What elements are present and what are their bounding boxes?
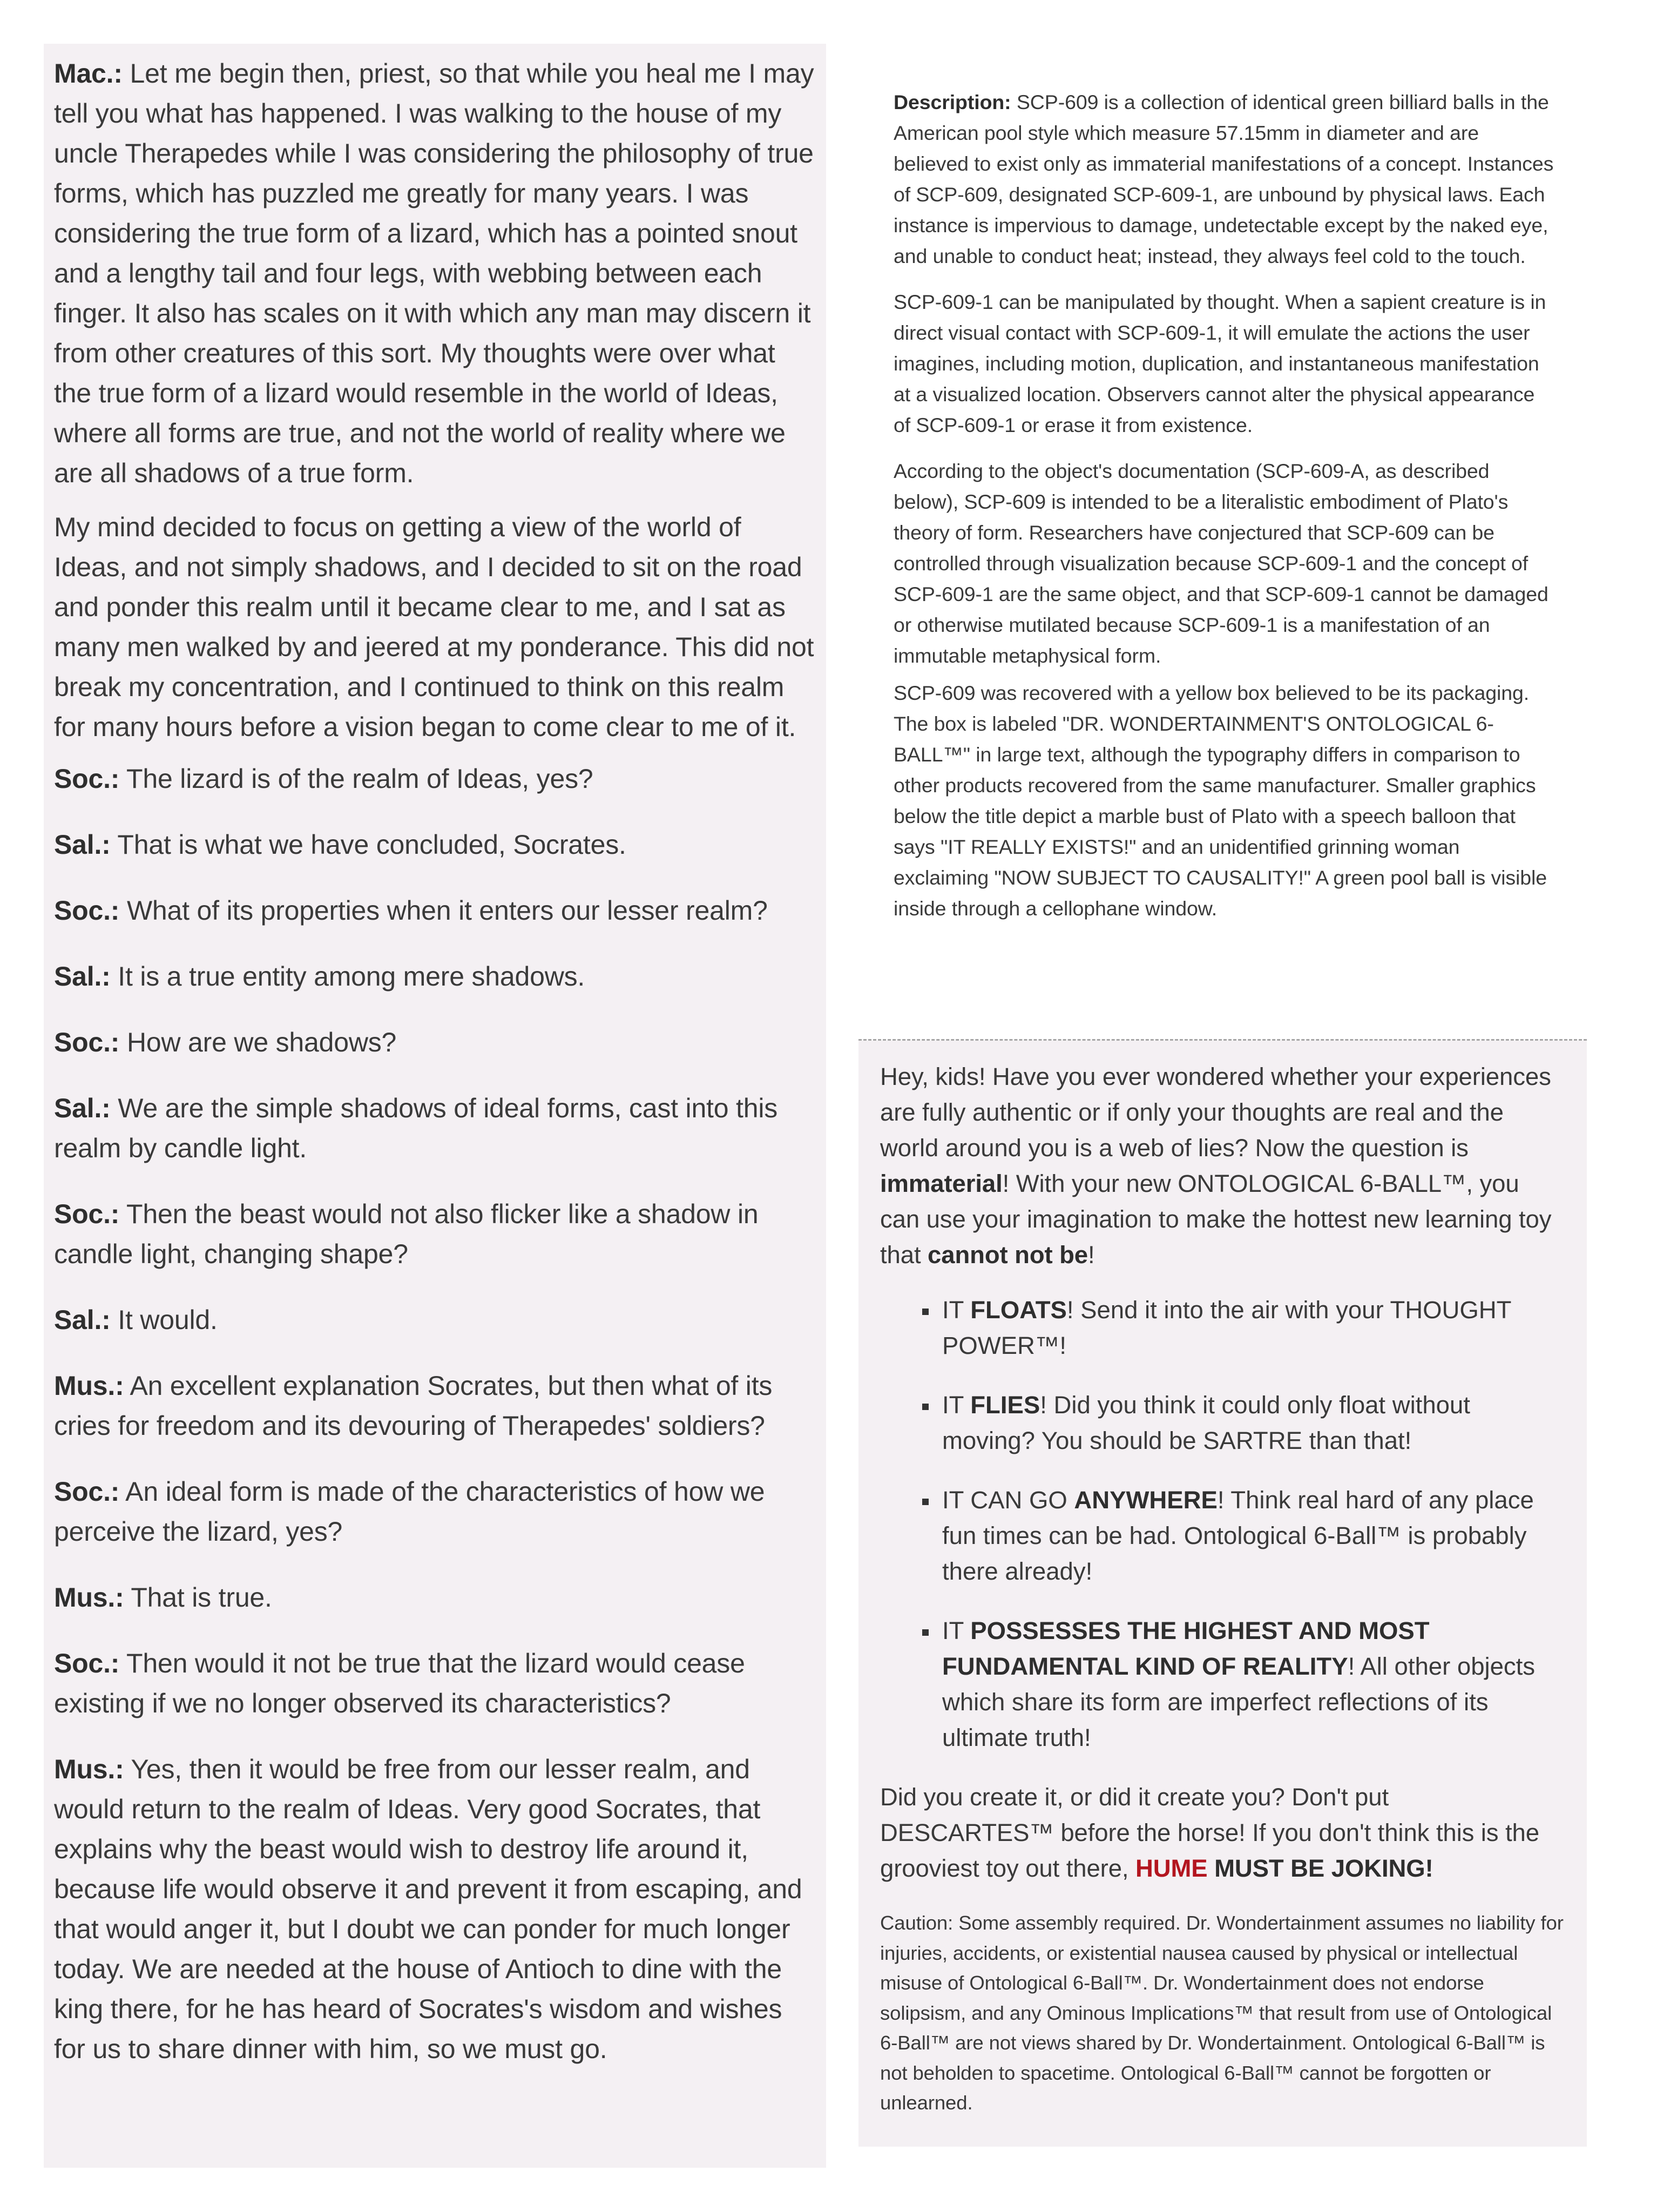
feature-text: ! All other objects which share its form are imperfect reflections of its ultimate truth! [942,1653,1536,1751]
speaker-label: Mac.: [54,58,123,89]
dialogue-line [54,956,815,996]
feature-text: ! Think real hard of any place fun times can be had. Ontological 6-Ball™ is probably there already! [942,1486,1534,1585]
dialogue-line [54,1088,815,1168]
dialogue-text: The lizard is of the realm of Ideas, yes? [119,764,593,794]
speaker-label: Soc.: [54,1476,120,1507]
speaker-label: Sal.: [54,830,111,860]
dialogue-text: An excellent explanation Socrates, but then what of its cries for freedom and its devouring of Therapedes' soldiers? [54,1371,773,1441]
dialogue-paragraph: My mind decided to focus on getting a view of the world of Ideas, and not simply shadows, and I decided to sit on the road and ponder this realm until it became clear to me, and I sat as many men walked by and jeered at my ponderance. This did not break my concentration, and I continued to think on this realm for many hours before a vision began to come clear to me of it. [54,512,814,742]
speaker-label: Mus.: [54,1754,124,1784]
dialogue-text: That is true. [124,1582,272,1613]
square-bullet-icon [922,1629,929,1636]
speaker-label: Mus.: [54,1582,124,1613]
speaker-label: Sal.: [54,1093,111,1123]
dialogue-text: Then the beast would not also flicker like a shadow in candle light, changing shape? [54,1199,759,1269]
dialogue-line [54,53,815,493]
dialogue-text: We are the simple shadows of ideal forms, cast into this realm by candle light. [54,1093,778,1163]
feature-text: ! Send it into the air with your THOUGHT POWER™! [942,1296,1511,1359]
ad-intro-bold: cannot not be [928,1241,1088,1269]
speaker-label: Soc.: [54,1648,120,1678]
feature-bold: ANYWHERE [1074,1486,1218,1514]
feature-text: ! Did you think it could only float without moving? You should be SARTRE than that! [942,1391,1470,1454]
dialogue-line [54,1022,815,1062]
feature-bold: FLOATS [970,1296,1067,1324]
dialogue-line [54,825,815,865]
square-bullet-icon [922,1309,929,1315]
caution-text: Caution: Some assembly required. Dr. Wondertainment assumes no liability for injuries, accidents, or existential nausea caused by physical or intellectual misuse of Ontological 6-Ball™. Dr. Wondertainment does not endorse solipsism, and any Ominous Implications™ that result from use of Ontological 6-Ball™ are not views shared by Dr. Wondertainment. Ontological 6-Ball™ is not beholden to spacetime. Ontological 6-Ball™ cannot be forgotten or unlearned. [880,1912,1564,2114]
feature-prefix: IT [942,1296,971,1324]
square-bullet-icon [922,1404,929,1410]
description-paragraph: SCP-609-1 can be manipulated by thought. When a sapient creature is in direct visual contact with SCP-609-1, it will emulate the actions the user imagines, including motion, duplication, and instantaneous manifestation at a visualized location. Observers cannot alter the physical appearance of SCP-609-1 or erase it from existence. [894,291,1546,436]
dialogue-panel [44,44,826,2168]
ad-intro [880,1059,1565,1273]
dialogue-text: Yes, then it would be free from our lesser realm, and would return to the realm of Ideas. Very good Socrates, that explains why the beast would wish to destroy life around it, because life would observe it and prevent it from escaping, and that would anger it, but I doubt we can ponder for much longer today. We are needed at the house of Antioch to dine with the king there, for he has heard of Socrates's wisdom and wishes for us to share dinner with him, so we must go. [54,1754,802,2064]
description-text: SCP-609 is a collection of identical green billiard balls in the American pool style which measure 57.15mm in diameter and are believed to exist only as immaterial manifestations of a concept. Instances of SCP-609, designated SCP-609-1, are unbound by physical laws. Each instance is impervious to damage, undetectable except by the naked eye, and unable to conduct heat; instead, they always feel cold to the touch. [894,91,1554,267]
description-label: Description: [894,91,1011,113]
speaker-label: Soc.: [54,895,120,926]
dialogue-text: That is what we have concluded, Socrates. [110,830,626,860]
dialogue-text: Let me begin then, priest, so that while you heal me I may tell you what has happened. I was walking to the house of my uncle Therapedes while I was considering the philosophy of true forms, which has puzzled me greatly for many years. I was considering the true form of a lizard, which has a pointed snout and a lengthy tail and four legs, with webbing between each finger. It also has scales on it with which any man may discern it from other creatures of this sort. My thoughts were over what the true form of a lizard would resemble in the world of Ideas, where all forms are true, and not the world of reality where we are all shadows of a true form. [54,58,814,488]
dialogue-line [54,1194,815,1274]
feature-item [921,1387,1565,1459]
ad-closing-red: HUME [1135,1854,1208,1882]
feature-prefix: IT [942,1391,971,1419]
description-paragraph: SCP-609 was recovered with a yellow box believed to be its packaging. The box is labeled "DR. WONDERTAINMENT'S ONTOLOGICAL 6-BALL™" in large text, although the typography differs in comparison to other products recovered from the same manufacturer. Smaller graphics below the title depict a marble bust of Plato with a speech balloon that says "IT REALLY EXISTS!" and an unidentified grinning woman exclaiming "NOW SUBJECT TO CAUSALITY!" A green pool ball is visible inside through a cellophane window. [894,682,1547,920]
dialogue-line [54,1577,815,1617]
speaker-label: Soc.: [54,1027,120,1057]
advertisement-panel [858,1041,1587,2147]
feature-item [921,1292,1565,1364]
ad-closing [880,1779,1565,1886]
feature-item [921,1613,1565,1756]
dialogue-line [54,1472,815,1552]
dialogue-text: How are we shadows? [119,1027,397,1057]
ad-closing-bold: MUST BE JOKING! [1207,1854,1433,1882]
ad-intro-text: ! [1088,1241,1095,1269]
dialogue-line [54,1300,815,1340]
dialogue-line [54,891,815,930]
dialogue-text: It is a true entity among mere shadows. [110,961,585,992]
dialogue-line [54,1366,815,1446]
dialogue-text: It would. [110,1305,218,1335]
ad-closing-text: Did you create it, or did it create you? Don't put DESCARTES™ before the horse! If you don't think this is the grooviest toy out there, [880,1783,1539,1882]
scp-description-section [858,44,1587,1041]
ad-intro-text: Hey, kids! Have you ever wondered whether your experiences are fully authentic or if only your thoughts are real and the world around you is a web of lies? Now the question is [880,1063,1551,1162]
feature-bold: FLIES [970,1391,1040,1419]
feature-item [921,1482,1565,1589]
speaker-label: Sal.: [54,1305,111,1335]
speaker-label: Soc.: [54,764,120,794]
speaker-label: Sal.: [54,961,111,992]
feature-list [880,1292,1565,1756]
speaker-label: Mus.: [54,1371,124,1401]
ad-intro-bold: immaterial [880,1170,1003,1197]
feature-bold: POSSESSES THE HIGHEST AND MOST FUNDAMENTAL KIND OF REALITY [942,1617,1430,1680]
dialogue-line [54,1643,815,1723]
ad-intro-text: ! With your new ONTOLOGICAL 6-BALL™, you can use your imagination to make the hottest new learning toy that [880,1170,1552,1269]
dialogue-line [54,759,815,799]
dialogue-text: Then would it not be true that the lizard would cease existing if we no longer observed its characteristics? [54,1648,745,1718]
dialogue-text: What of its properties when it enters our lesser realm? [119,895,768,926]
feature-prefix: IT [942,1617,971,1644]
description-paragraph [894,87,1554,272]
square-bullet-icon [922,1499,929,1505]
description-paragraph: According to the object's documentation (SCP-609-A, as described below), SCP-609 is intended to be a literalistic embodiment of Plato's theory of form. Researchers have conjectured that SCP-609 can be controlled through visualization because SCP-609-1 and the concept of SCP-609-1 are the same object, and that SCP-609-1 cannot be damaged or otherwise mutilated because SCP-609-1 is a manifestation of an immutable metaphysical form. [894,460,1548,667]
dialogue-line [54,1749,815,2069]
speaker-label: Soc.: [54,1199,120,1229]
feature-prefix: IT CAN GO [942,1486,1074,1514]
dialogue-text: An ideal form is made of the characteristics of how we perceive the lizard, yes? [54,1476,765,1547]
